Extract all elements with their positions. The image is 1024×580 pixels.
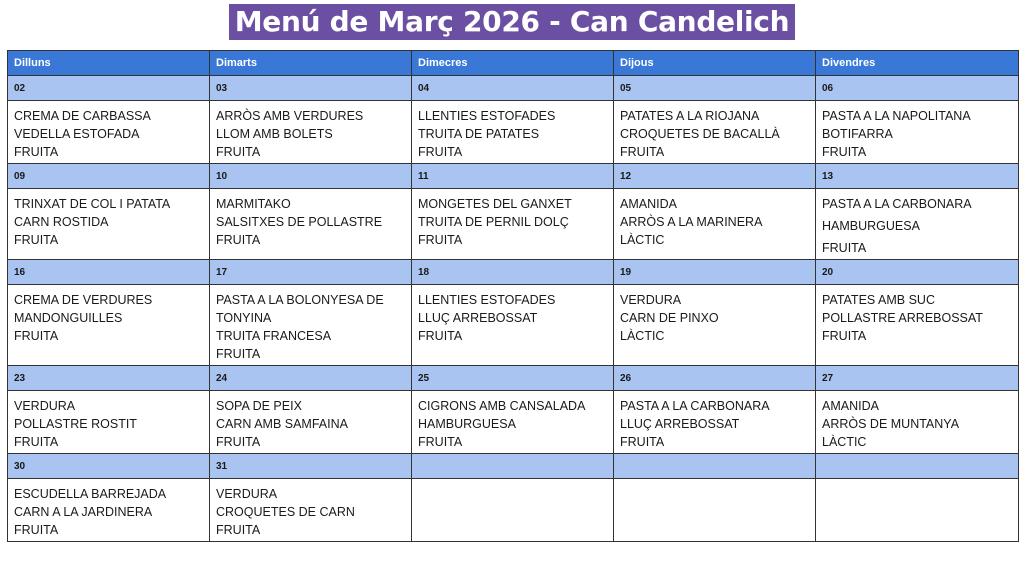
dish-item: MARMITAKO	[216, 197, 291, 211]
date-cell: 16	[8, 260, 210, 285]
dish-item: FRUITA	[418, 233, 463, 247]
dish-item: LÀCTIC	[620, 233, 665, 247]
dish-item: HAMBURGUESA	[822, 219, 920, 233]
meal-row	[8, 101, 1019, 164]
meal-cell	[210, 285, 412, 366]
meal-cell	[816, 101, 1019, 164]
dish-item: TRUITA DE PATATES	[418, 127, 540, 141]
dish-item: AMANIDA	[822, 399, 879, 413]
dish-item: FRUITA	[418, 435, 463, 449]
dish-item: MONGETES DEL GANXET	[418, 197, 572, 211]
page-title: Menú de Març 2026 - Can Candelich	[229, 4, 796, 40]
dish-item: CARN AMB SAMFAINA	[216, 417, 348, 431]
dish-item: FRUITA	[620, 435, 665, 449]
date-cell: 26	[614, 366, 816, 391]
dish-item: ARRÒS A LA MARINERA	[620, 215, 763, 229]
dish-item: CREMA DE CARBASSA	[14, 109, 151, 123]
meal-cell	[210, 479, 412, 542]
dish-item: LLENTIES ESTOFADES	[418, 109, 556, 123]
date-cell	[816, 454, 1019, 479]
meal-cell	[8, 101, 210, 164]
weekday-header: Dilluns	[8, 51, 210, 76]
title-bar	[0, 0, 1024, 46]
dish-item: VERDURA	[14, 399, 76, 413]
dish-item: FRUITA	[822, 241, 867, 255]
weekday-header: Dimecres	[412, 51, 614, 76]
date-cell: 30	[8, 454, 210, 479]
dish-item: FRUITA	[14, 523, 59, 537]
meal-cell	[614, 101, 816, 164]
dish-item: POLLASTRE ROSTIT	[14, 417, 137, 431]
date-cell: 17	[210, 260, 412, 285]
dish-item: PASTA A LA NAPOLITANA	[822, 109, 971, 123]
meal-cell	[210, 189, 412, 260]
date-cell: 25	[412, 366, 614, 391]
meal-cell	[412, 101, 614, 164]
date-cell: 27	[816, 366, 1019, 391]
dish-item: PASTA A LA BOLONYESA DE TONYINA	[216, 293, 384, 325]
dish-item: SOPA DE PEIX	[216, 399, 302, 413]
dish-item: ARRÒS DE MUNTANYA	[822, 417, 960, 431]
meal-cell	[614, 285, 816, 366]
date-cell: 13	[816, 164, 1019, 189]
dish-item: CARN DE PINXO	[620, 311, 719, 325]
dish-item: LLOM AMB BOLETS	[216, 127, 333, 141]
meal-cell	[614, 479, 816, 542]
dish-item: ESCUDELLA BARREJADA	[14, 487, 167, 501]
meal-cell	[8, 189, 210, 260]
meal-cell	[8, 391, 210, 454]
date-cell: 23	[8, 366, 210, 391]
dish-item: LLUÇ ARREBOSSAT	[418, 311, 538, 325]
dish-item: LÀCTIC	[822, 435, 867, 449]
dish-item: FRUITA	[14, 329, 59, 343]
meal-cell	[816, 391, 1019, 454]
date-cell: 06	[816, 76, 1019, 101]
date-row	[8, 260, 1019, 285]
weekday-header-row	[8, 51, 1019, 76]
dish-item: VERDURA	[620, 293, 682, 307]
dish-item: VERDURA	[216, 487, 278, 501]
dish-item: FRUITA	[216, 347, 261, 361]
date-cell: 19	[614, 260, 816, 285]
date-cell: 31	[210, 454, 412, 479]
meal-cell	[816, 189, 1019, 260]
menu-table	[7, 50, 1019, 542]
dish-item: POLLASTRE ARREBOSSAT	[822, 311, 983, 325]
meal-cell	[614, 391, 816, 454]
meal-row	[8, 189, 1019, 260]
meal-cell	[412, 391, 614, 454]
dish-item: LLENTIES ESTOFADES	[418, 293, 556, 307]
weekday-header: Dimarts	[210, 51, 412, 76]
date-cell: 11	[412, 164, 614, 189]
meal-cell	[816, 285, 1019, 366]
date-cell: 02	[8, 76, 210, 101]
dish-item: CARN ROSTIDA	[14, 215, 109, 229]
dish-item: TRINXAT DE COL I PATATA	[14, 197, 171, 211]
dish-item: FRUITA	[418, 145, 463, 159]
date-cell: 18	[412, 260, 614, 285]
date-cell: 04	[412, 76, 614, 101]
meal-row	[8, 391, 1019, 454]
dish-item: FRUITA	[14, 435, 59, 449]
weekday-header: Dijous	[614, 51, 816, 76]
dish-item: FRUITA	[822, 145, 867, 159]
dish-item: CROQUETES DE CARN	[216, 505, 355, 519]
meal-cell	[614, 189, 816, 260]
meal-cell	[412, 285, 614, 366]
dish-item: LLUÇ ARREBOSSAT	[620, 417, 740, 431]
dish-item: BOTIFARRA	[822, 127, 893, 141]
dish-item: FRUITA	[418, 329, 463, 343]
date-cell	[614, 454, 816, 479]
dish-item: FRUITA	[822, 329, 867, 343]
date-cell	[412, 454, 614, 479]
dish-item: HAMBURGUESA	[418, 417, 516, 431]
date-cell: 10	[210, 164, 412, 189]
dish-item: FRUITA	[216, 435, 261, 449]
date-cell: 05	[614, 76, 816, 101]
meal-cell	[210, 391, 412, 454]
weekday-header: Divendres	[816, 51, 1019, 76]
meal-row	[8, 479, 1019, 542]
meal-cell	[412, 189, 614, 260]
date-row	[8, 76, 1019, 101]
dish-item: PATATES A LA RIOJANA	[620, 109, 760, 123]
meal-cell	[816, 479, 1019, 542]
dish-item: PASTA A LA CARBONARA	[620, 399, 770, 413]
dish-item: TRUITA DE PERNIL DOLÇ	[418, 215, 569, 229]
dish-item: AMANIDA	[620, 197, 677, 211]
date-cell: 20	[816, 260, 1019, 285]
meal-cell	[210, 101, 412, 164]
meal-cell	[412, 479, 614, 542]
date-cell: 12	[614, 164, 816, 189]
dish-item: FRUITA	[620, 145, 665, 159]
date-cell: 03	[210, 76, 412, 101]
meal-cell	[8, 479, 210, 542]
dish-item: FRUITA	[14, 233, 59, 247]
date-row	[8, 164, 1019, 189]
dish-item: TRUITA FRANCESA	[216, 329, 332, 343]
dish-item: MANDONGUILLES	[14, 311, 123, 325]
date-row	[8, 454, 1019, 479]
meal-cell	[8, 285, 210, 366]
date-cell: 09	[8, 164, 210, 189]
dish-item: FRUITA	[216, 145, 261, 159]
dish-item: VEDELLA ESTOFADA	[14, 127, 140, 141]
dish-item: FRUITA	[216, 523, 261, 537]
dish-item: LÀCTIC	[620, 329, 665, 343]
dish-item: PASTA A LA CARBONARA	[822, 197, 972, 211]
dish-item: CREMA DE VERDURES	[14, 293, 153, 307]
dish-item: CROQUETES DE BACALLÀ	[620, 127, 780, 141]
date-cell: 24	[210, 366, 412, 391]
dish-item: FRUITA	[216, 233, 261, 247]
dish-item: ARRÒS AMB VERDURES	[216, 109, 364, 123]
dish-item: CIGRONS AMB CANSALADA	[418, 399, 586, 413]
dish-item: FRUITA	[14, 145, 59, 159]
meal-row	[8, 285, 1019, 366]
date-row	[8, 366, 1019, 391]
dish-item: CARN A LA JARDINERA	[14, 505, 153, 519]
dish-item: SALSITXES DE POLLASTRE	[216, 215, 383, 229]
dish-item: PATATES AMB SUC	[822, 293, 935, 307]
